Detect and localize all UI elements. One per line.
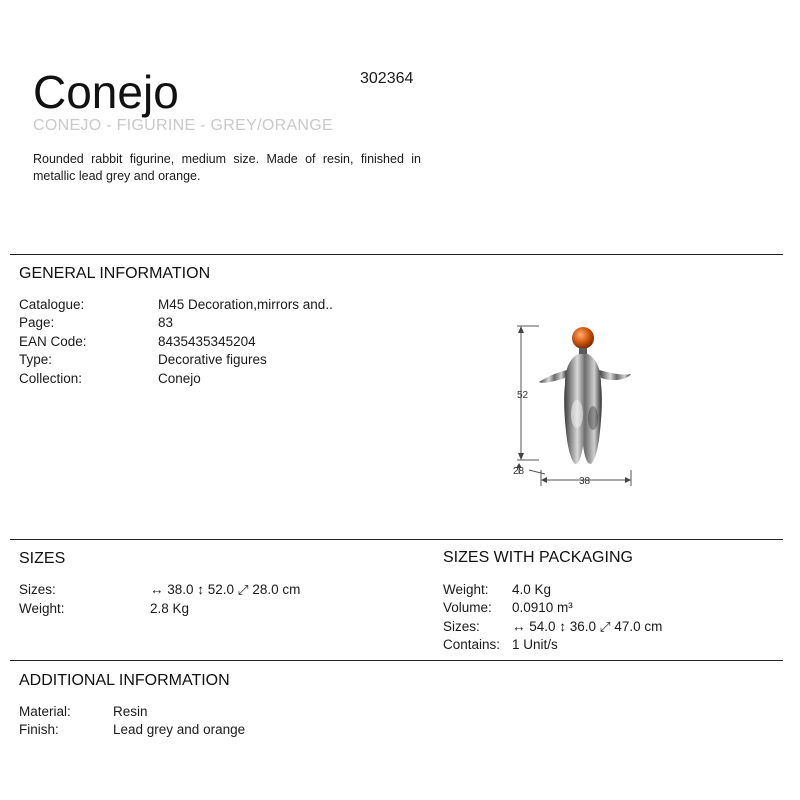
package-sizes-label: Sizes:	[443, 619, 480, 634]
packaging-heading: SIZES WITH PACKAGING	[443, 549, 633, 566]
package-sizes-value: ↔ 54.0 ↕ 36.0 ⤢ 47.0 cm	[512, 619, 663, 634]
collection-value: Conejo	[158, 371, 201, 386]
product-title: Conejo	[33, 66, 179, 118]
package-contains-value: 1 Unit/s	[512, 637, 558, 652]
sizes-label: Sizes:	[19, 582, 56, 597]
divider	[10, 254, 783, 255]
package-contains-label: Contains:	[443, 637, 501, 652]
width-label: 38	[579, 476, 591, 487]
sizes-value: ↔ 38.0 ↕ 52.0 ⤢ 28.0 cm	[150, 582, 301, 597]
weight-value: 2.8 Kg	[150, 601, 190, 616]
type-value: Decorative figures	[158, 352, 267, 367]
ean-value: 8435435345204	[158, 334, 256, 349]
rabbit-figurine	[539, 327, 631, 464]
sizes-heading: SIZES	[19, 550, 66, 567]
weight-label: Weight:	[19, 601, 65, 616]
collection-label: Collection:	[19, 371, 83, 386]
package-weight-value: 4.0 Kg	[512, 582, 552, 597]
product-subtitle: CONEJO - FIGURINE - GREY/ORANGE	[33, 117, 333, 134]
product-code: 302364	[360, 70, 414, 87]
product-description: Rounded rabbit figurine, medium size. Made of resin, finished in metallic lead grey and orange.	[33, 152, 421, 183]
height-label: 52	[517, 390, 529, 401]
divider	[10, 539, 783, 540]
ean-label: EAN Code:	[19, 334, 87, 349]
additional-info-heading: ADDITIONAL INFORMATION	[19, 672, 230, 689]
material-value: Resin	[113, 704, 148, 719]
catalogue-label: Catalogue:	[19, 297, 85, 312]
material-label: Material:	[19, 704, 71, 719]
type-label: Type:	[19, 352, 53, 367]
package-volume-value: 0.0910 m³	[512, 600, 573, 615]
divider	[10, 660, 783, 661]
package-weight-label: Weight:	[443, 582, 489, 597]
page-value: 83	[158, 315, 174, 330]
depth-label: 28	[513, 466, 525, 477]
package-volume-label: Volume:	[443, 600, 492, 615]
finish-value: Lead grey and orange	[113, 722, 246, 737]
catalogue-value: M45 Decoration,mirrors and..	[158, 297, 333, 312]
general-info-heading: GENERAL INFORMATION	[19, 265, 211, 282]
page-label: Page:	[19, 315, 55, 330]
product-dimension-diagram	[505, 318, 645, 493]
finish-label: Finish:	[19, 722, 59, 737]
